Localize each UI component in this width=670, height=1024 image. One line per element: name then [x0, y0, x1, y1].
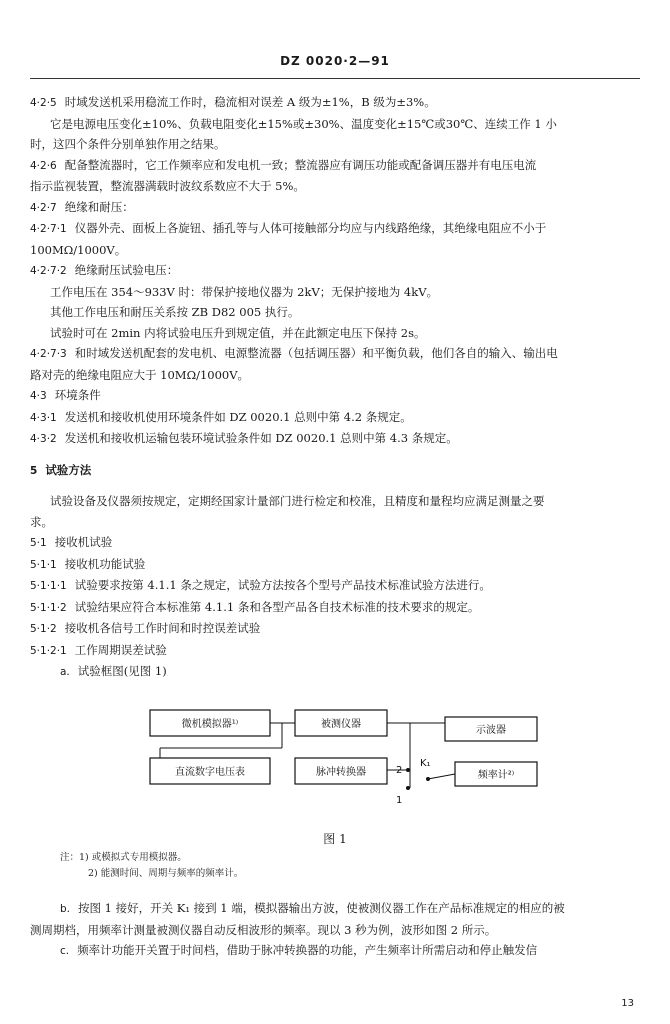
text-line — [30, 898, 640, 920]
text-line — [30, 365, 640, 386]
text-line — [30, 575, 640, 597]
figure-1-block-diagram — [130, 704, 550, 814]
clause-text: 发送机和接收机使用环境条件如 DZ 0020.1 总则中第 4.2 条规定。 — [64, 409, 412, 424]
text-line — [30, 554, 640, 576]
clause-text: 其他工作电压和耐压关系按 ZB D82 005 执行。 — [50, 305, 300, 319]
clause-text: 仪器外壳、面板上各旋钮、插孔等与人体可接触部分均应与内线路绝缘，其绝缘电阻应不小于 — [74, 221, 547, 235]
text-line — [30, 407, 640, 429]
clause-text: 工作周期误差试验 — [74, 642, 167, 657]
document-header: DZ 0020·2—91 — [280, 54, 390, 68]
clause-text: 试验设备及仪器须按规定，定期经国家计量部门进行检定和校准，且精度和量程均应满足测量之要 — [50, 494, 545, 508]
clause-number: 4·2·7·3 — [30, 348, 67, 360]
text-line — [30, 92, 640, 114]
text-line — [30, 197, 640, 219]
figure-caption: 图 1 — [323, 832, 347, 846]
body-text — [30, 92, 640, 683]
clause-number: a. — [60, 666, 70, 678]
text-line — [30, 428, 640, 450]
text-line — [30, 240, 640, 261]
spacer — [30, 450, 640, 460]
clause-number: 5·1·1·2 — [30, 601, 67, 614]
clause-number: 4·2·7·2 — [30, 265, 67, 277]
scope-label: 示波器 — [476, 725, 506, 736]
counter-label: 频率计²⁾ — [477, 770, 515, 781]
clause-number: 5·1·1 — [30, 558, 57, 571]
text-line — [30, 302, 640, 323]
clause-number: b. — [60, 903, 71, 915]
text-line — [30, 134, 640, 155]
text-line — [30, 920, 640, 941]
clause-text: 接收机各信号工作时间和时控误差试验 — [64, 621, 261, 635]
clause-text: 频率计功能开关置于时间档，借助于脉冲转换器的功能，产生频率计所需启动和停止触发信 — [77, 943, 538, 957]
clause-text: 绝缘和耐压： — [64, 199, 134, 214]
switch-label: K₁ — [420, 758, 431, 769]
clause-number: 4·3·2 — [30, 433, 57, 445]
clause-text: 试验时可在 2min 内将试验电压升到规定值，并在此额定电压下保持 2s。 — [50, 325, 426, 340]
text-line — [30, 460, 640, 482]
text-line — [30, 512, 640, 533]
clause-number: 5·1·1·1 — [30, 580, 67, 592]
clause-text: 绝缘耐压试验电压： — [74, 263, 179, 277]
clause-text: 按图 1 接好，开关 K₁ 接到 1 端，模拟器输出方波，使被测仪器工作在产品标准规定的相应的被 — [78, 901, 565, 915]
text-line — [30, 532, 640, 554]
clause-text: 试验方法 — [45, 462, 92, 477]
switch-pivot — [426, 777, 430, 781]
text-line — [30, 343, 640, 365]
clause-number: 4·3·1 — [30, 411, 57, 424]
lower-text — [30, 898, 640, 962]
clause-text: 配备整流器时，它工作频率应和发电机一致；整流器应有调压功能或配备调压器并有电压电流 — [64, 157, 537, 172]
diagram-connections — [160, 723, 455, 788]
clause-number: 5·1·2 — [30, 623, 57, 635]
text-line — [30, 940, 640, 962]
text-line — [30, 323, 640, 344]
clause-text: 接收机功能试验 — [64, 556, 146, 571]
text-line — [30, 661, 640, 683]
clause-text: 测周期档，用频率计测量被测仪器自动反相波形的频率。现以 3 秒为例，波形如图 2 所示。 — [30, 922, 497, 937]
page-number: 13 — [621, 998, 634, 1009]
simulator-label: 微机模拟器¹⁾ — [181, 719, 239, 730]
spacer — [30, 481, 640, 491]
dut-label: 被测仪器 — [321, 719, 361, 730]
text-line — [30, 282, 640, 303]
text-line — [30, 618, 640, 640]
text-line — [30, 640, 640, 662]
text-line — [30, 385, 640, 407]
switch-contact-1 — [406, 786, 410, 790]
pulse-converter-label: 脉冲转换器 — [316, 767, 366, 778]
clause-number: 4·3 — [30, 390, 47, 402]
switch-pos-2: 2 — [396, 765, 403, 776]
text-line — [30, 260, 640, 282]
note-1: 注：1) 或模拟式专用模拟器。 — [60, 852, 187, 863]
clause-text: 路对壳的绝缘电阻应大于 10MΩ/1000V。 — [30, 367, 250, 382]
text-line — [30, 491, 640, 512]
figure-notes — [60, 850, 243, 882]
header-rule — [30, 78, 640, 79]
clause-text: 求。 — [30, 514, 53, 529]
text-line — [30, 218, 640, 240]
clause-number: 4·2·5 — [30, 97, 57, 109]
clause-number: 4·2·7·1 — [30, 223, 67, 235]
clause-text: 工作电压在 354～933V 时：带保护接地仪器为 2kV；无保护接地为 4kV。 — [50, 284, 439, 299]
note-2: 2) 能测时间、周期与频率的频率计。 — [88, 868, 244, 879]
clause-text: 试验框图(见图 1) — [77, 664, 167, 678]
clause-text: 时域发送机采用稳流工作时，稳流相对误差 A 级为±1%，B 级为±3%。 — [64, 95, 436, 109]
clause-text: 时，这四个条件分别单独作用之结果。 — [30, 137, 226, 151]
text-line — [30, 176, 640, 197]
clause-text: 100MΩ/1000V。 — [30, 242, 127, 257]
clause-text: 发送机和接收机运输包装环境试验条件如 DZ 0020.1 总则中第 4.3 条规定。 — [64, 431, 458, 445]
clause-text: 试验结果应符合本标准第 4.1.1 条和各型产品各自技术标准的技术要求的规定。 — [74, 599, 480, 614]
clause-number: 5·1 — [30, 537, 47, 549]
switch-contact-2 — [406, 768, 410, 772]
clause-number: 5 — [30, 464, 38, 477]
switch-pos-1: 1 — [396, 795, 403, 806]
clause-number: 4·2·7 — [30, 201, 57, 214]
text-line — [30, 597, 640, 619]
text-line — [30, 114, 640, 135]
clause-number: 4·2·6 — [30, 159, 57, 172]
clause-number: c. — [60, 945, 70, 957]
clause-text: 和时域发送机配套的发电机、电源整流器（包括调压器）和平衡负载，他们各自的输入、输出电 — [74, 346, 558, 360]
clause-text: 试验要求按第 4.1.1 条之规定，试验方法按各个型号产品技术标准试验方法进行。 — [74, 578, 491, 592]
text-line — [30, 155, 640, 177]
clause-text: 接收机试验 — [54, 535, 113, 549]
clause-text: 指示监视装置，整流器满载时波纹系数应不大于 5%。 — [30, 179, 305, 193]
dvm-label: 直流数字电压表 — [175, 767, 245, 778]
clause-text: 环境条件 — [54, 388, 101, 402]
clause-number: 5·1·2·1 — [30, 644, 67, 657]
clause-text: 它是电源电压变化±10%、负载电阻变化±15%或±30%、温度变化±15℃或30℃、连续工作 1 小 — [50, 116, 557, 131]
